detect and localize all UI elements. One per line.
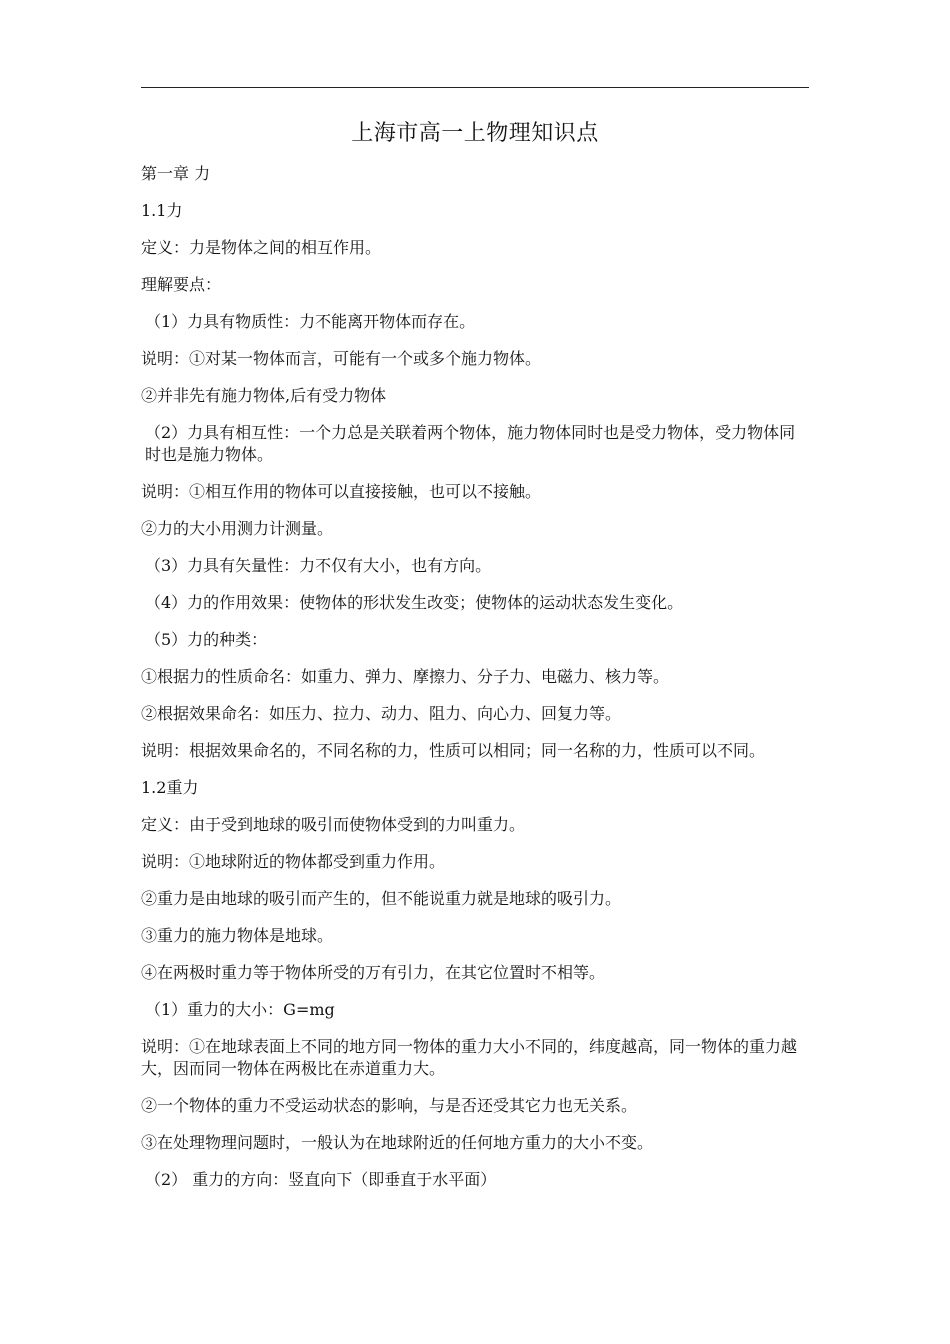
paragraph: ②根据效果命名：如压力、拉力、动力、阻力、向心力、回复力等。	[141, 704, 622, 723]
paragraph: ②一个物体的重力不受运动状态的影响，与是否还受其它力也无关系。	[141, 1096, 638, 1115]
chapter-heading: 第一章 力	[141, 164, 211, 183]
paragraph: ③重力的施力物体是地球。	[141, 926, 334, 945]
document-title: 上海市高一上物理知识点	[351, 121, 599, 146]
paragraph: ③在处理物理问题时，一般认为在地球附近的任何地方重力的大小不变。	[141, 1133, 654, 1152]
paragraph: ②并非先有施力物体,后有受力物体	[141, 386, 387, 405]
paragraph: （4）力的作用效果：使物体的形状发生改变；使物体的运动状态发生变化。	[145, 593, 684, 612]
paragraph: 理解要点：	[141, 275, 222, 294]
paragraph: 说明：①相互作用的物体可以直接接触，也可以不接触。	[141, 482, 542, 501]
document-body	[141, 163, 809, 1206]
paragraph: 定义：力是物体之间的相互作用。	[141, 238, 382, 257]
paragraph: 定义：由于受到地球的吸引而使物体受到的力叫重力。	[141, 815, 526, 834]
paragraph: （5）力的种类：	[145, 630, 268, 649]
paragraph: （3）力具有矢量性：力不仅有大小，也有方向。	[145, 556, 492, 575]
paragraph: 说明：①地球附近的物体都受到重力作用。	[141, 852, 446, 871]
section-heading: 1.1力	[141, 201, 183, 220]
paragraph: 说明：根据效果命名的，不同名称的力，性质可以相同；同一名称的力，性质可以不同。	[141, 741, 766, 760]
paragraph: 说明：①对某一物体而言，可能有一个或多个施力物体。	[141, 349, 542, 368]
paragraph: ②力的大小用测力计测量。	[141, 519, 334, 538]
section-heading: 1.2重力	[141, 778, 199, 797]
paragraph: （2） 重力的方向：竖直向下（即垂直于水平面）	[145, 1170, 497, 1189]
paragraph: 说明：①在地球表面上不同的地方同一物体的重力大小不同的，纬度越高，同一物体的重力越大，因而同一物体在两极比在赤道重力大。	[141, 1037, 798, 1078]
paragraph: （2）力具有相互性：一个力总是关联着两个物体，施力物体同时也是受力物体，受力物体同时也是施力物体。	[145, 423, 796, 464]
header-rule	[141, 87, 809, 88]
paragraph: （1）力具有物质性：力不能离开物体而存在。	[145, 312, 476, 331]
paragraph: ④在两极时重力等于物体所受的万有引力，在其它位置时不相等。	[141, 963, 606, 982]
paragraph: ①根据力的性质命名：如重力、弹力、摩擦力、分子力、电磁力、核力等。	[141, 667, 670, 686]
paragraph: （1）重力的大小：G=mg	[145, 1000, 335, 1019]
paragraph: ②重力是由地球的吸引而产生的，但不能说重力就是地球的吸引力。	[141, 889, 622, 908]
